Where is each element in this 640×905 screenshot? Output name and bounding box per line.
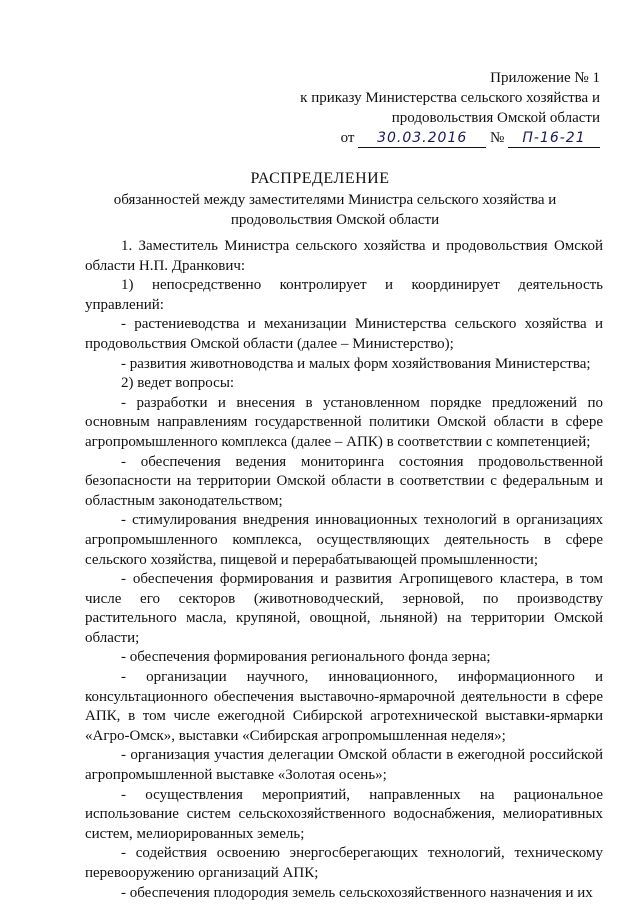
- paragraph: - развития животноводства и малых форм хозяйствования Министерства;: [121, 355, 591, 372]
- paragraph: - стимулирования внедрения инновационных технологий в организациях агропромышленного комплекса, осуществляющих деятельность в сфере сельского хозяйства, пищевой и перерабатывающей промышленности;: [85, 512, 603, 568]
- paragraph: - обеспечения плодородия земель сельскохозяйственного назначения и их: [121, 884, 593, 901]
- paragraph: - обеспечения формирования и развития Агропищевого кластера, в том числе его секторов (животноводческий, зерновой, по производству растительного масла, крупяной, овощной, льняной) на территории Омской области;: [85, 571, 603, 646]
- paragraph: - осуществления мероприятий, направленных на рациональное использование систем сельскохозяйственного водоснабжения, мелиоративных систем, мелиорированных земель;: [85, 786, 603, 842]
- appendix-header: [270, 68, 600, 148]
- paragraph: 1. Заместитель Министра сельского хозяйства и продовольствия Омской области Н.П. Дранкович:: [85, 238, 603, 274]
- handwritten-date: 30.03.2016: [358, 129, 486, 148]
- document-title: РАСПРЕДЕЛЕНИЕ: [250, 170, 390, 187]
- document-body: [85, 237, 603, 903]
- number-label: №: [489, 130, 505, 146]
- paragraph: - содействия освоению энергосберегающих технологий, техническому перевооружению организаций АПК;: [85, 845, 603, 881]
- from-label: от: [340, 130, 355, 146]
- ministry-name: продовольствия Омской области: [391, 110, 600, 126]
- appendix-label: Приложение № 1: [490, 70, 600, 86]
- paragraph: - обеспечения формирования регионального фонда зерна;: [121, 649, 491, 666]
- paragraph: - растениеводства и механизации Министерства сельского хозяйства и продовольствия Омской области (далее – Министерство);: [85, 316, 603, 352]
- date-number-line: [270, 128, 600, 148]
- paragraph: - обеспечения ведения мониторинга состояния продовольственной безопасности на территории Омской области в соответствии с федеральным и областным законодательством;: [85, 453, 603, 509]
- paragraph: 2) ведет вопросы:: [121, 375, 235, 392]
- paragraph: 1) непосредственно контролирует и координирует деятельность управлений:: [85, 277, 603, 313]
- paragraph: - организации научного, инновационного, информационного и консультационного обеспечения выставочно-ярмарочной деятельности в сфере АПК, в том числе ежегодной Сибирской агротехнической выставки-ярмарки «Агро-Омск», выставки «Сибирская агропромышленная неделя»;: [85, 669, 603, 744]
- handwritten-number: П-16-21: [508, 129, 600, 148]
- paragraph: - разработки и внесения в установленном порядке предложений по основным направлениям государственной политики Омской области в сфере агропромышленного комплекса (далее – АПК) в соответствии с компетенцией;: [85, 394, 603, 450]
- paragraph: - организация участия делегации Омской области в ежегодной российской агропромышленной выставке «Золотая осень»;: [85, 747, 603, 784]
- document-subtitle: обязанностей между заместителями Министра сельского хозяйства и продовольствия Омской области: [113, 192, 557, 228]
- order-reference: к приказу Министерства сельского хозяйства и: [300, 90, 600, 106]
